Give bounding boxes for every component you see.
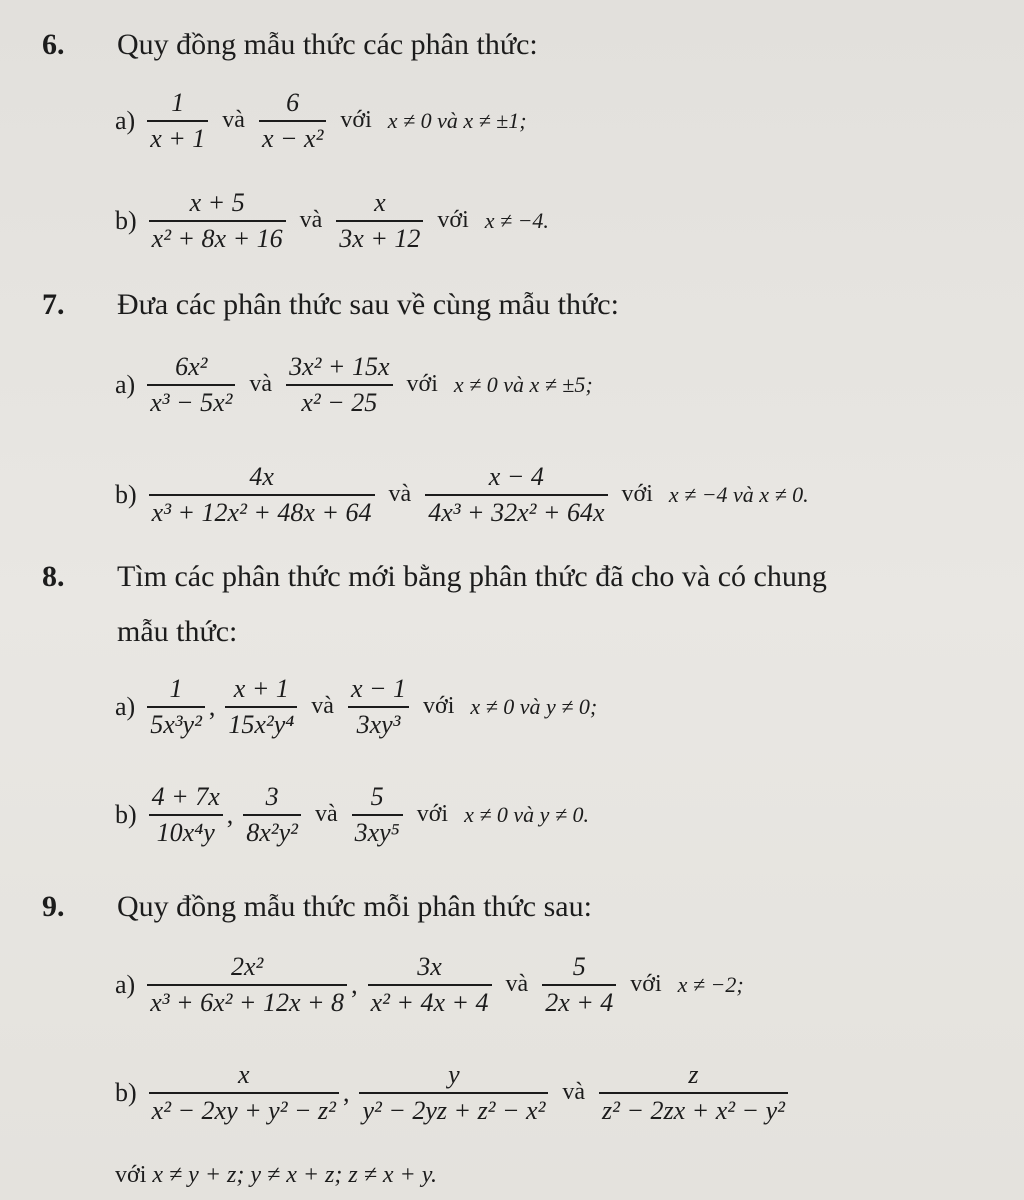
fraction xyxy=(425,462,607,528)
numerator: x − 1 xyxy=(350,674,407,703)
denominator: 3x + 12 xyxy=(339,223,421,253)
sub-label: a) xyxy=(115,369,136,399)
fraction xyxy=(149,188,286,254)
sub-label: b) xyxy=(115,799,137,829)
denominator: 3xy³ xyxy=(356,709,401,739)
numerator: x xyxy=(238,1060,250,1089)
fraction xyxy=(149,462,375,528)
fraction xyxy=(286,352,392,418)
fraction-bar xyxy=(542,984,616,986)
denominator: 3xy⁵ xyxy=(354,817,400,847)
fraction-bar xyxy=(149,1092,339,1094)
with-word: với xyxy=(115,1162,147,1188)
fraction-bar xyxy=(425,494,607,496)
comma: , xyxy=(208,691,216,721)
and-word: và xyxy=(299,207,323,234)
fraction-bar xyxy=(243,814,301,816)
fraction-bar xyxy=(368,984,492,986)
problem-6a xyxy=(115,88,527,154)
with-word: với xyxy=(416,801,449,828)
numerator: 6x² xyxy=(175,352,208,381)
fraction-bar xyxy=(259,120,326,122)
problem-number: 8. xyxy=(42,560,65,593)
denominator: x³ + 6x² + 12x + 8 xyxy=(150,987,345,1017)
problem-6b xyxy=(115,188,549,254)
footer-condition: x ≠ y + z; y ≠ x + z; z ≠ x + y. xyxy=(152,1162,438,1188)
fraction-bar xyxy=(147,984,347,986)
fraction xyxy=(243,782,301,848)
fraction xyxy=(149,782,223,848)
and-word: và xyxy=(249,371,273,398)
and-word: và xyxy=(505,971,529,998)
fraction-bar xyxy=(599,1092,788,1094)
problem-title: Quy đồng mẫu thức các phân thức: xyxy=(117,28,538,61)
numerator: 5 xyxy=(370,782,384,811)
and-word: và xyxy=(311,693,334,720)
denominator: x² + 8x + 16 xyxy=(151,223,283,253)
numerator: x + 5 xyxy=(189,188,245,217)
fraction xyxy=(336,188,423,254)
condition: x ≠ 0 và x ≠ ±1; xyxy=(387,107,527,133)
denominator: 5x³y² xyxy=(150,709,202,739)
numerator: x + 1 xyxy=(233,674,289,703)
problem-title: Quy đồng mẫu thức mỗi phân thức sau: xyxy=(117,890,592,923)
fraction-bar xyxy=(149,220,286,222)
problem-title-cont: mẫu thức: xyxy=(117,615,238,648)
sub-label: b) xyxy=(115,205,137,235)
condition: x ≠ −4. xyxy=(484,207,549,233)
denominator: x³ + 12x² + 48x + 64 xyxy=(151,497,372,527)
fraction xyxy=(352,782,403,848)
denominator: 15x²y⁴ xyxy=(228,709,295,739)
with-word: với xyxy=(621,481,653,508)
condition: x ≠ 0 và y ≠ 0; xyxy=(470,693,598,719)
sub-label: a) xyxy=(115,691,136,721)
with-word: với xyxy=(340,107,372,134)
fraction xyxy=(259,88,326,154)
problem-9b xyxy=(115,1060,792,1126)
with-word: với xyxy=(437,207,469,234)
fraction xyxy=(149,1060,339,1126)
and-word: và xyxy=(388,481,412,508)
numerator: 3x xyxy=(417,952,442,981)
numerator: x − 4 xyxy=(488,462,544,491)
fraction-bar xyxy=(147,706,205,708)
comma: , xyxy=(351,969,358,999)
problem-7a xyxy=(115,352,593,418)
problem-number: 7. xyxy=(42,288,65,321)
fraction-bar xyxy=(225,706,297,708)
denominator: y² − 2yz + z² − x² xyxy=(362,1095,546,1125)
fraction-bar xyxy=(149,494,375,496)
fraction-bar xyxy=(286,384,392,386)
condition: x ≠ −4 và x ≠ 0. xyxy=(668,481,809,507)
fraction xyxy=(147,674,205,740)
and-word: và xyxy=(314,801,338,828)
denominator: 4x³ + 32x² + 64x xyxy=(428,497,605,527)
fraction xyxy=(147,352,235,418)
problem-7b xyxy=(115,462,809,528)
with-word: với xyxy=(423,693,455,720)
numerator: 5 xyxy=(572,952,586,981)
fraction xyxy=(147,88,208,154)
problem-8a xyxy=(115,674,597,740)
condition: x ≠ 0 và y ≠ 0. xyxy=(464,801,590,827)
denominator: x² − 25 xyxy=(301,387,378,417)
sub-label: a) xyxy=(115,969,136,999)
problem-9a xyxy=(115,952,744,1018)
fraction xyxy=(225,674,297,740)
sub-label: b) xyxy=(115,479,137,509)
sub-label: a) xyxy=(115,105,136,135)
denominator: x − x² xyxy=(261,123,324,153)
condition: x ≠ 0 và x ≠ ±5; xyxy=(453,371,593,397)
denominator: 10x⁴y xyxy=(156,817,215,847)
problem-9-footer xyxy=(115,1162,437,1189)
numerator: 6 xyxy=(286,88,300,117)
fraction xyxy=(368,952,492,1018)
numerator: x xyxy=(374,188,386,217)
fraction xyxy=(147,952,347,1018)
comma: , xyxy=(226,799,234,829)
numerator: 1 xyxy=(171,88,185,117)
problem-number: 6. xyxy=(42,28,65,61)
condition: x ≠ −2; xyxy=(677,971,744,997)
numerator: 2x² xyxy=(230,952,264,981)
numerator: 3x² + 15x xyxy=(289,352,390,381)
fraction xyxy=(599,1060,788,1126)
numerator: y xyxy=(448,1060,460,1089)
denominator: x³ − 5x² xyxy=(150,387,233,417)
fraction-bar xyxy=(352,814,403,816)
denominator: 8x²y² xyxy=(246,817,298,847)
sub-label: b) xyxy=(115,1077,137,1107)
comma: , xyxy=(342,1077,350,1107)
with-word: với xyxy=(406,371,438,398)
and-word: và xyxy=(562,1079,586,1106)
numerator: 4 + 7x xyxy=(151,782,220,811)
with-word: với xyxy=(630,971,662,998)
problem-8b xyxy=(115,782,589,848)
numerator: z xyxy=(688,1060,699,1089)
problem-number: 9. xyxy=(42,890,65,923)
problem-title: Đưa các phân thức sau về cùng mẫu thức: xyxy=(117,288,619,321)
fraction-bar xyxy=(149,814,223,816)
fraction-bar xyxy=(336,220,423,222)
problem-title: Tìm các phân thức mới bằng phân thức đã cho và có chung xyxy=(117,560,827,593)
numerator: 1 xyxy=(169,674,183,703)
denominator: x² + 4x + 4 xyxy=(370,987,489,1017)
fraction xyxy=(348,674,409,740)
fraction-bar xyxy=(147,120,208,122)
and-word: và xyxy=(222,107,245,134)
numerator: 4x xyxy=(249,462,274,491)
fraction-bar xyxy=(147,384,235,386)
fraction xyxy=(359,1060,548,1126)
fraction xyxy=(542,952,616,1018)
fraction-bar xyxy=(348,706,409,708)
fraction-bar xyxy=(359,1092,548,1094)
numerator: 3 xyxy=(265,782,279,811)
denominator: x² − 2xy + y² − z² xyxy=(151,1095,336,1125)
denominator: 2x + 4 xyxy=(545,987,614,1017)
denominator: z² − 2zx + x² − y² xyxy=(602,1095,785,1125)
denominator: x + 1 xyxy=(150,123,206,153)
